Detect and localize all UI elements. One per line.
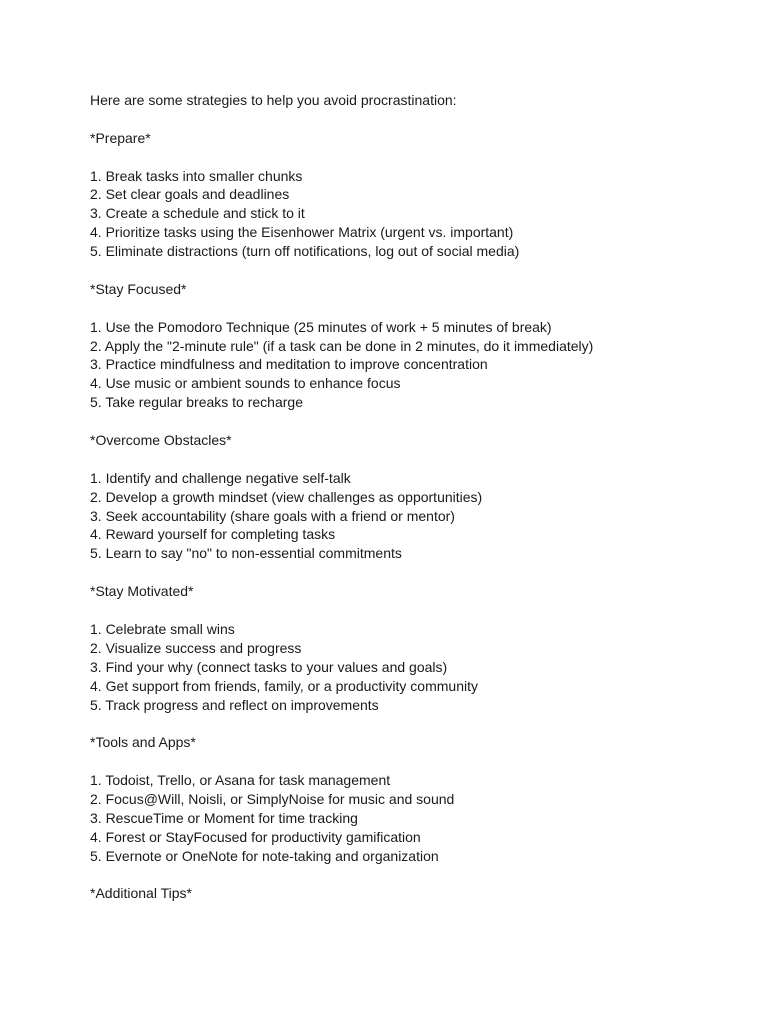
list-item: 3. Practice mindfulness and meditation to improve concentration <box>90 356 488 373</box>
list-item: 5. Learn to say "no" to non-essential commitments <box>90 545 402 562</box>
section-heading-tools-and-apps: *Tools and Apps* <box>90 734 196 751</box>
list-item: 1. Use the Pomodoro Technique (25 minutes of work + 5 minutes of break) <box>90 318 552 335</box>
spacer <box>90 866 730 885</box>
spacer <box>90 601 730 620</box>
document-body <box>90 91 730 903</box>
section-heading-prepare: *Prepare* <box>90 129 151 146</box>
spacer <box>90 412 730 431</box>
list-item: 1. Todoist, Trello, or Asana for task management <box>90 772 391 789</box>
list-item: 1. Identify and challenge negative self-talk <box>90 469 351 486</box>
list-item: 4. Forest or StayFocused for productivity gamification <box>90 828 421 845</box>
list-item: 2. Develop a growth mindset (view challenges as opportunities) <box>90 488 483 505</box>
spacer <box>90 752 730 771</box>
spacer <box>90 110 730 129</box>
list-item: 4. Use music or ambient sounds to enhance focus <box>90 375 401 392</box>
list-item: 5. Eliminate distractions (turn off notifications, log out of social media) <box>90 243 520 260</box>
list-item: 4. Prioritize tasks using the Eisenhower Matrix (urgent vs. important) <box>90 224 514 241</box>
list-item: 3. RescueTime or Moment for time tracking <box>90 809 358 826</box>
list-item: 5. Track progress and reflect on improvements <box>90 696 379 713</box>
spacer <box>90 563 730 582</box>
section-heading-overcome-obstacles: *Overcome Obstacles* <box>90 432 232 449</box>
list-item: 2. Apply the "2-minute rule" (if a task can be done in 2 minutes, do it immediately) <box>90 337 594 354</box>
list-item: 4. Get support from friends, family, or a productivity community <box>90 677 478 694</box>
list-item: 3. Find your why (connect tasks to your values and goals) <box>90 658 448 675</box>
spacer <box>90 714 730 733</box>
spacer <box>90 450 730 469</box>
intro-text: Here are some strategies to help you avoid procrastination: <box>90 92 457 108</box>
list-item: 2. Focus@Will, Noisli, or SimplyNoise for music and sound <box>90 790 455 807</box>
list-item: 3. Create a schedule and stick to it <box>90 205 305 222</box>
list-item: 1. Break tasks into smaller chunks <box>90 167 303 184</box>
spacer <box>90 148 730 167</box>
list-item: 4. Reward yourself for completing tasks <box>90 526 336 543</box>
section-heading-additional-tips: *Additional Tips* <box>90 885 192 902</box>
list-item: 3. Seek accountability (share goals with a friend or mentor) <box>90 507 455 524</box>
spacer <box>90 299 730 318</box>
section-heading-stay-motivated: *Stay Motivated* <box>90 583 194 600</box>
spacer <box>90 261 730 280</box>
list-item: 5. Take regular breaks to recharge <box>90 394 303 411</box>
list-item: 5. Evernote or OneNote for note-taking and organization <box>90 847 439 864</box>
list-item: 2. Set clear goals and deadlines <box>90 186 290 203</box>
section-heading-stay-focused: *Stay Focused* <box>90 280 187 297</box>
list-item: 1. Celebrate small wins <box>90 620 235 637</box>
list-item: 2. Visualize success and progress <box>90 639 302 656</box>
